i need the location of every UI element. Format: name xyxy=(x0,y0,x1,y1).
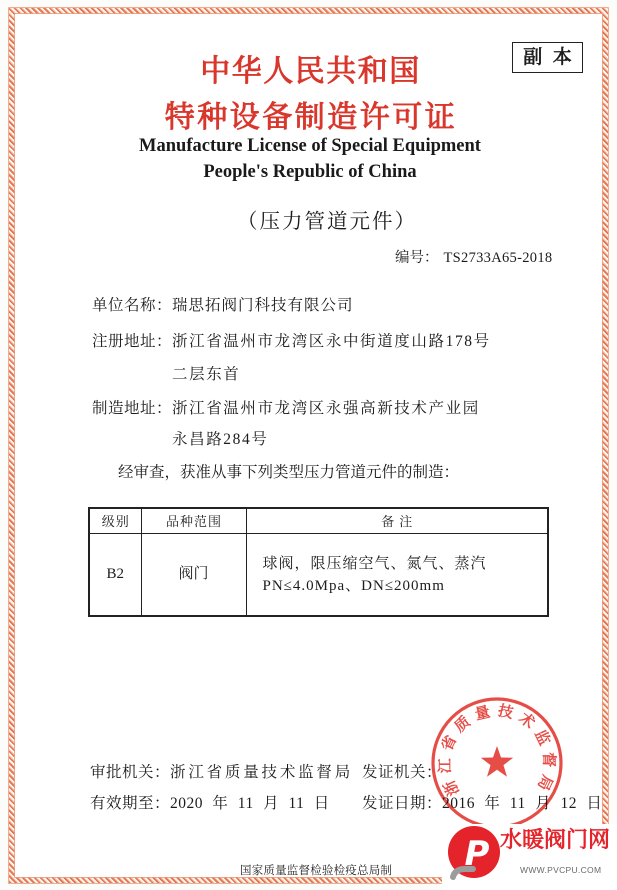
license-number-label: 编号： xyxy=(395,250,439,266)
issue-date-label: 发证日期： xyxy=(362,795,443,812)
official-seal xyxy=(427,693,567,833)
registered-address-line2: 二层东首 xyxy=(172,366,241,383)
watermark-url: WWW.PVCPU.COM xyxy=(520,865,602,875)
title-cn-line2: 特种设备制造许可证 xyxy=(164,100,458,135)
title-en-line2: People's Republic of China xyxy=(203,162,417,182)
scope-cell: 阀门 xyxy=(141,534,246,617)
issue-date-value: 2016 年 11 月 12 日 xyxy=(442,795,603,812)
title-en-line1: Manufacture License of Special Equipment xyxy=(139,136,481,156)
table-header-row xyxy=(89,508,548,534)
copy-mark-label: 副 本 xyxy=(523,46,574,68)
valid-until-value: 2020 年 11 月 11 日 xyxy=(170,795,330,812)
remarks-cell xyxy=(246,534,548,617)
remark-line: PN≤4.0Mpa、DN≤200mm xyxy=(262,577,445,594)
valid-until-label: 有效期至： xyxy=(90,795,171,812)
column-header-remarks: 备注 xyxy=(246,508,548,534)
issuing-authority-label: 发证机关： xyxy=(362,764,443,781)
company-label: 单位名称： xyxy=(92,297,173,314)
license-category: （压力管道元件） xyxy=(237,211,417,233)
approval-statement: 经审查，获准从事下列类型压力管道元件的制造： xyxy=(118,464,460,481)
valid-until xyxy=(90,796,330,812)
registered-address-line1: 浙江省温州市龙湾区永中街道度山路178号 xyxy=(172,333,491,350)
star-icon xyxy=(481,746,513,777)
table-row xyxy=(89,534,548,617)
site-watermark xyxy=(442,824,617,890)
issuer-footer: 国家质量监督检验检疫总局制 xyxy=(240,865,393,877)
manufacturing-address-line1: 浙江省温州市龙湾区永强高新技术产业园 xyxy=(172,400,480,417)
level-cell: B2 xyxy=(89,534,141,617)
pipe-logo-icon xyxy=(446,825,502,885)
column-header-scope: 品种范围 xyxy=(141,508,246,534)
company-name: 瑞思拓阀门科技有限公司 xyxy=(172,297,354,314)
column-header-level: 级别 xyxy=(89,508,141,534)
registered-address-label: 注册地址： xyxy=(92,333,173,350)
scope-table xyxy=(88,507,549,617)
title-cn-line1: 中华人民共和国 xyxy=(200,54,421,89)
seal-text-path: 浙江省质量技术监督局 xyxy=(435,701,559,799)
remark-line: 球阀，限压缩空气、氮气、蒸汽 xyxy=(262,555,487,572)
manufacturing-address-line2: 永昌路284号 xyxy=(172,431,269,448)
watermark-site-name: 水暖阀门网 xyxy=(500,828,611,853)
manufacturing-address-label: 制造地址： xyxy=(92,400,173,417)
approval-authority-label: 审批机关： xyxy=(90,764,171,781)
approval-authority-value: 浙江省质量技术监督局 xyxy=(170,764,354,781)
license-number-value: TS2733A65-2018 xyxy=(443,250,553,266)
license-number xyxy=(395,251,552,266)
approval-authority xyxy=(90,765,353,781)
logo-letter: P xyxy=(464,834,490,874)
